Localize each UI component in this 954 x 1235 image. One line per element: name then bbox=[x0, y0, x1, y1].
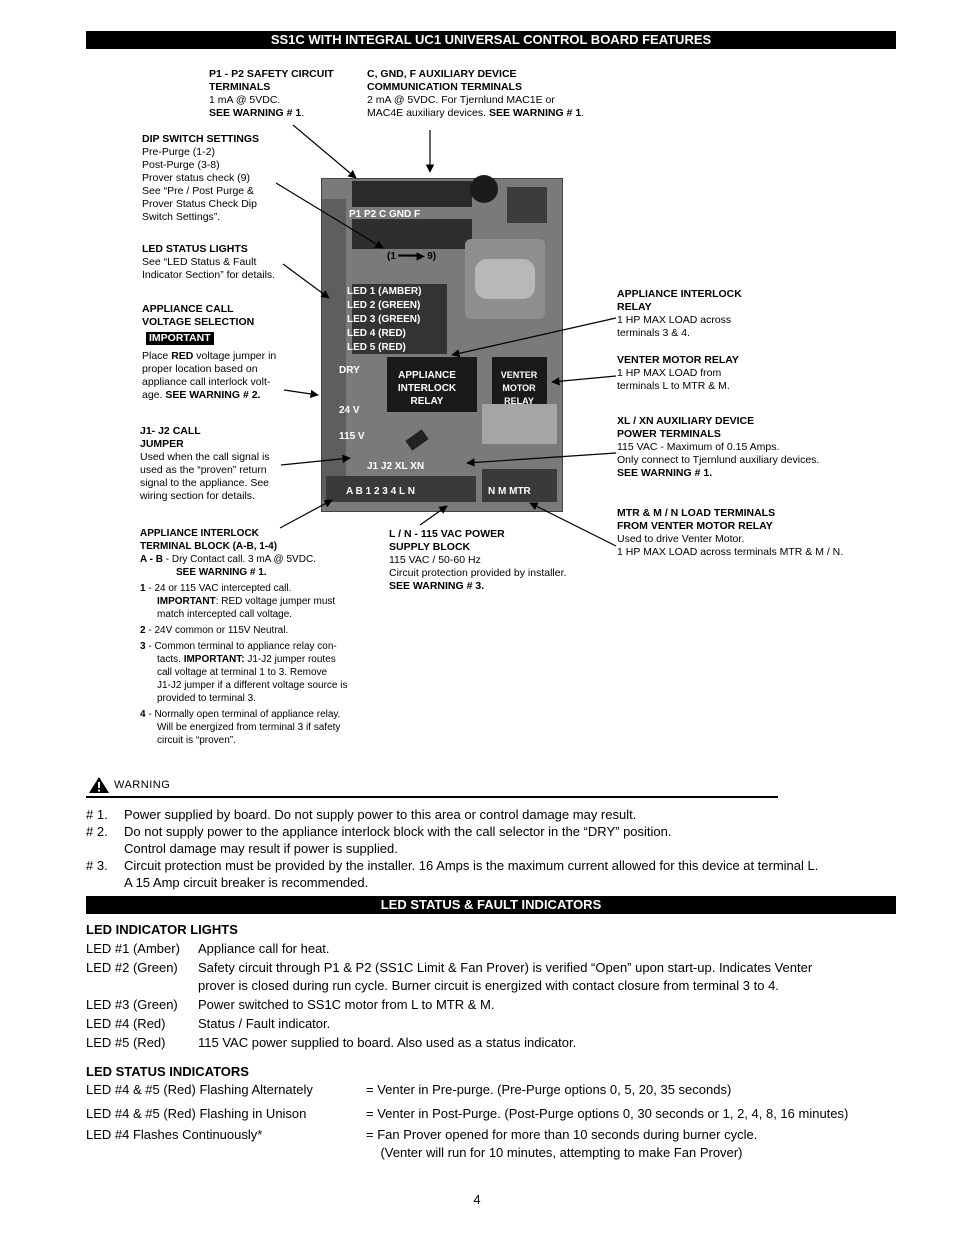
board-label-top-terms: P1 P2 C GND F bbox=[349, 209, 421, 220]
transformer-core bbox=[475, 259, 535, 299]
board-label-115v: 115 V bbox=[339, 431, 365, 442]
board-label-dry: DRY bbox=[339, 365, 360, 376]
board-label-led1: LED 1 (AMBER) bbox=[347, 286, 422, 297]
board-label-led5: LED 5 (RED) bbox=[347, 342, 406, 353]
status-heading: LED STATUS INDICATORS bbox=[86, 1064, 249, 1079]
warning-label: WARNING bbox=[114, 779, 171, 791]
callout-interlock-block: APPLIANCE INTERLOCK TERMINAL BLOCK (A-B, 1-4) A - B - Dry Contact call. 3 mA @ 5VDC. SEE WARNING # 1. 1 - 24 or 115 VAC intercepted call. IMPORTANT: RED voltage jumper must match intercepted call voltage. 2 - 24V common or 115V Neutral. 3 - Common terminal to appliance relay con- tacts. IMPORTANT: J1-J2 jumper routes call voltage at terminal 1 to 3. Remove J1-J2 jumper if a different voltage source is provided to terminal 3. 4 - Normally open terminal of appliance relay. Will be energized from terminal 3 if safety circuit is “proven”. bbox=[140, 528, 348, 746]
led-row: LED #5 (Red) 115 VAC power supplied to board. Also used as a status indicator. bbox=[86, 1034, 577, 1050]
section-header-features: SS1C WITH INTEGRAL UC1 UNIVERSAL CONTROL BOARD FEATURES bbox=[86, 31, 896, 49]
section-header-led: LED STATUS & FAULT INDICATORS bbox=[86, 896, 896, 914]
capacitor bbox=[470, 175, 498, 203]
status-row: (Venter will run for 10 minutes, attempting to make Fan Prover) bbox=[366, 1145, 743, 1160]
callout-led-status: LED STATUS LIGHTS See “LED Status & Fault Indicator Section” for details. bbox=[142, 243, 276, 281]
led-status-section bbox=[86, 1063, 848, 1161]
callout-aux-comm: C, GND, F AUXILIARY DEVICE COMMUNICATION TERMINALS 2 mA @ 5VDC. For Tjernlund MAC1E or MAC4E auxiliary devices. SEE WARNING # 1. bbox=[367, 68, 585, 119]
board-label-motor-terms: N M MTR bbox=[488, 486, 531, 497]
warnings-list bbox=[86, 806, 818, 891]
warning-row: # 3. Circuit protection must be provided by the installer. 16 Amps is the maximum current allowed for this device at terminal L. bbox=[86, 858, 819, 873]
warning-row: # 1. Power supplied by board. Do not supply power to this area or control damage may result. bbox=[86, 807, 637, 822]
board-label-dip-range: (1 ━━━▶ 9) bbox=[387, 251, 437, 262]
warning-row: # 2. Do not supply power to the appliance interlock block with the call selector in the “DRY” position. bbox=[86, 824, 672, 839]
status-row: LED #4 & #5 (Red) Flashing in Unison = Venter in Post-Purge. (Post-Purge options 0, 30 seconds or 1, 2, 4, 8, 16 minutes) bbox=[86, 1106, 849, 1121]
status-row: LED #4 Flashes Continuously* = Fan Prover opened for more than 10 seconds during burner cycle. bbox=[86, 1127, 758, 1142]
arrow-p1p2 bbox=[293, 125, 356, 178]
board-label-24v: 24 V bbox=[339, 405, 360, 416]
led-indicator-section bbox=[86, 921, 812, 1053]
board-label-bottom-terms: A B 1 2 3 4 L N bbox=[346, 486, 415, 497]
top-terminal-strip bbox=[352, 181, 472, 207]
dip-switch-block bbox=[352, 219, 472, 249]
board-label-venter-relay: VENTER MOTOR RELAY bbox=[500, 370, 538, 406]
warning-row: Control damage may result if power is supplied. bbox=[124, 841, 398, 856]
warning-row: A 15 Amp circuit breaker is recommended. bbox=[124, 875, 369, 890]
led-row: LED #4 (Red) Status / Fault indicator. bbox=[86, 1015, 331, 1031]
led-row: LED #2 (Green) Safety circuit through P1 & P2 (SS1C Limit & Fan Prover) is verified “Open” upon start-up. Indicates Venter bbox=[86, 959, 813, 975]
callout-mtr: MTR & M / N LOAD TERMINALS FROM VENTER MOTOR RELAY Used to drive Venter Motor. 1 HP MAX LOAD across terminals MTR & M / N. bbox=[617, 507, 844, 558]
callout-power-block: L / N - 115 VAC POWER SUPPLY BLOCK 115 VAC / 50-60 Hz Circuit protection provided by installer. SEE WARNING # 3. bbox=[389, 528, 567, 592]
relay-sticker bbox=[482, 404, 557, 444]
callout-appliance-call: APPLIANCE CALL VOLTAGE SELECTION IMPORTANT Place RED voltage jumper in proper location based on appliance call interlock volt- age. SEE WARNING # 2. bbox=[142, 303, 277, 401]
page-number: 4 bbox=[473, 1192, 481, 1207]
callout-j1j2: J1- J2 CALL JUMPER Used when the call signal is used as the “proven” return signal to the appliance. See wiring section for details. bbox=[140, 425, 270, 502]
callout-venter-relay: VENTER MOTOR RELAY 1 HP MAX LOAD from terminals L to MTR & M. bbox=[617, 354, 739, 392]
board-label-interlock-relay: APPLIANCE INTERLOCK RELAY bbox=[397, 370, 457, 407]
status-row: LED #4 & #5 (Red) Flashing Alternately = Venter in Pre-purge. (Pre-Purge options 0, 5, 20, 35 seconds) bbox=[86, 1082, 732, 1097]
led-row: LED #1 (Amber) Appliance call for heat. bbox=[86, 940, 330, 956]
regulator bbox=[507, 187, 547, 223]
board-label-mid-terms: J1 J2 XL XN bbox=[367, 461, 425, 472]
callout-dip-switch: DIP SWITCH SETTINGS Pre-Purge (1-2) Post-Purge (3-8) Prover status check (9) See “Pre / Post Purge & Prover Status Check Dip Switch Settings”. bbox=[142, 133, 260, 223]
board-label-led3: LED 3 (GREEN) bbox=[347, 314, 421, 325]
jumper-j1j2 bbox=[405, 429, 428, 450]
led-lights-heading: LED INDICATOR LIGHTS bbox=[86, 922, 238, 937]
callout-interlock-relay: APPLIANCE INTERLOCK RELAY 1 HP MAX LOAD across terminals 3 & 4. bbox=[617, 288, 742, 339]
board-edge bbox=[322, 199, 346, 499]
arrow-voltage bbox=[284, 390, 318, 395]
callout-xl-xn: XL / XN AUXILIARY DEVICE POWER TERMINALS 115 VAC - Maximum of 0.15 Amps. Only connect to Tjernlund auxiliary devices. SEE WARNING # 1. bbox=[617, 415, 820, 479]
warning-triangle-icon bbox=[88, 776, 110, 794]
warning-header bbox=[86, 776, 778, 798]
control-board-photo bbox=[321, 178, 563, 512]
led-row: prover is closed during run cycle. Burner circuit is energized with contact closure from terminal 3 to 4. bbox=[198, 978, 779, 994]
callout-p1p2: P1 - P2 SAFETY CIRCUIT TERMINALS 1 mA @ 5VDC. SEE WARNING # 1. bbox=[209, 68, 334, 119]
board-label-led4: LED 4 (RED) bbox=[347, 328, 406, 339]
board-label-led2: LED 2 (GREEN) bbox=[347, 300, 421, 311]
led-row: LED #3 (Green) Power switched to SS1C motor from L to MTR & M. bbox=[86, 997, 495, 1013]
important-badge: IMPORTANT bbox=[146, 332, 214, 345]
